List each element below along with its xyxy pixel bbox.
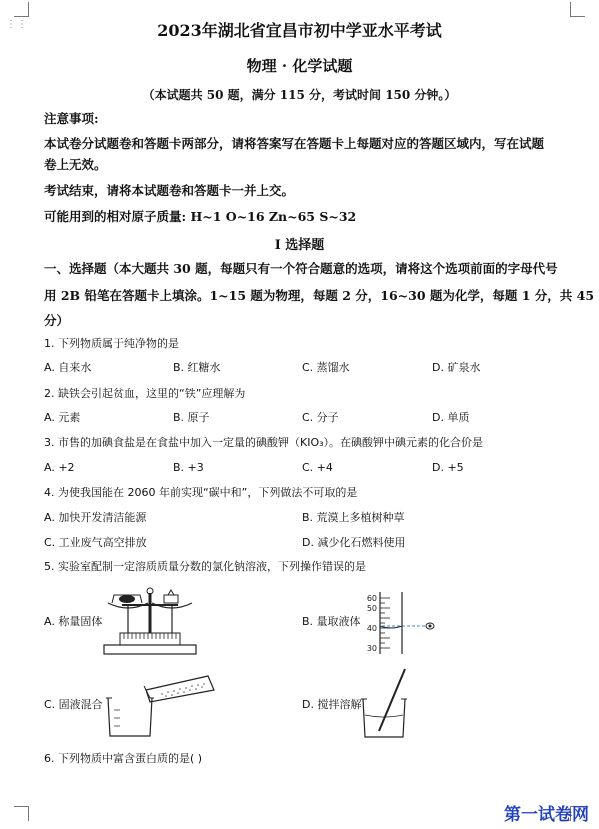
- stirring-beaker-figure: [355, 665, 415, 741]
- balance-scale-figure: [100, 583, 200, 657]
- question-1-stem: 1. 下列物质属于纯净物的是: [44, 337, 179, 350]
- question-2-option-c[interactable]: C. 分子: [302, 411, 339, 424]
- question-5-option-a[interactable]: A. 称量固体: [44, 615, 103, 628]
- question-3-stem: 3. 市售的加碘食盐是在食盐中加入一定量的碘酸钾（KIO₃）。在碘酸钾中碘元素的化合价是: [44, 436, 484, 449]
- question-3-option-c[interactable]: C. +4: [302, 461, 333, 474]
- section-intro-1: 一、选择题（本大题共 30 题，每题只有一个符合题意的选项，请将这个选项前面的字母代号: [44, 261, 558, 276]
- question-5-option-b[interactable]: B. 量取液体: [302, 615, 361, 628]
- graduated-cylinder-figure: [360, 590, 440, 656]
- cylinder-scale-label: 60: [366, 594, 377, 603]
- question-2-option-b[interactable]: B. 原子: [173, 411, 210, 424]
- question-4-option-a[interactable]: A. 加快开发清洁能源: [44, 511, 147, 524]
- question-4-option-b[interactable]: B. 荒漠上多植树种草: [302, 511, 405, 524]
- exam-info: （本试题共 50 题，满分 115 分，考试时间 150 分钟。）: [142, 88, 457, 102]
- drag-handle-icon[interactable]: ⋮⋮: [6, 19, 28, 30]
- notice-line-4: 可能用到的相对原子质量: H~1 O~16 Zn~65 S~32: [44, 209, 357, 224]
- question-4-option-d[interactable]: D. 减少化石燃料使用: [302, 536, 406, 549]
- question-4-option-c[interactable]: C. 工业废气高空排放: [44, 536, 147, 549]
- question-1-option-d[interactable]: D. 矿泉水: [432, 361, 481, 374]
- section-title: I 选择题: [274, 238, 325, 253]
- question-5-stem: 5. 实验室配制一定溶质质量分数的氯化钠溶液，下列操作错误的是: [44, 560, 366, 573]
- question-2-option-a[interactable]: A. 元素: [44, 411, 81, 424]
- notice-heading: 注意事项:: [44, 111, 99, 126]
- question-1-option-b[interactable]: B. 红糖水: [173, 361, 221, 374]
- question-3-option-b[interactable]: B. +3: [173, 461, 204, 474]
- question-3-option-a[interactable]: A. +2: [44, 461, 75, 474]
- question-2-stem: 2. 缺铁会引起贫血，这里的“铁”应理解为: [44, 387, 246, 400]
- notice-line-3: 考试结束，请将本试题卷和答题卡一并上交。: [44, 183, 295, 198]
- question-5-option-d[interactable]: D. 搅拌溶解: [302, 698, 362, 711]
- notice-line-1: 本试卷分试题卷和答题卡两部分，请将答案写在答题卡上每题对应的答题区域内，写在试题: [44, 136, 545, 151]
- pouring-beaker-figure: [100, 668, 220, 740]
- watermark-text: 第一试卷网: [504, 805, 589, 825]
- question-4-stem: 4. 为使我国能在 2060 年前实现“碳中和”，下列做法不可取的是: [44, 486, 358, 499]
- section-intro-3: 分）: [44, 313, 70, 328]
- question-5-option-c[interactable]: C. 固液混合: [44, 698, 103, 711]
- cylinder-scale-label: 50: [366, 604, 377, 613]
- page-corner-bottom-left: [14, 806, 29, 821]
- question-2-option-d[interactable]: D. 单质: [432, 411, 470, 424]
- notice-line-2: 卷上无效。: [44, 157, 107, 172]
- section-intro-2: 用 2B 铅笔在答题卡上填涂。1~15 题为物理，每题 2 分，16~30 题为化学，每题 1 分，共 45: [44, 288, 595, 303]
- cylinder-scale-label: 40: [366, 624, 377, 633]
- page-corner-top-left: [14, 2, 29, 17]
- question-3-option-d[interactable]: D. +5: [432, 461, 464, 474]
- question-1-option-c[interactable]: C. 蒸馏水: [302, 361, 350, 374]
- page-corner-top-right: [570, 2, 585, 17]
- question-1-option-a[interactable]: A. 自来水: [44, 361, 92, 374]
- exam-title: 2023年湖北省宜昌市初中学亚水平考试: [157, 21, 442, 40]
- exam-subtitle: 物理 · 化学试题: [246, 57, 353, 75]
- question-6-stem: 6. 下列物质中富含蛋白质的是( ): [44, 752, 203, 765]
- cylinder-scale-label: 30: [366, 644, 377, 653]
